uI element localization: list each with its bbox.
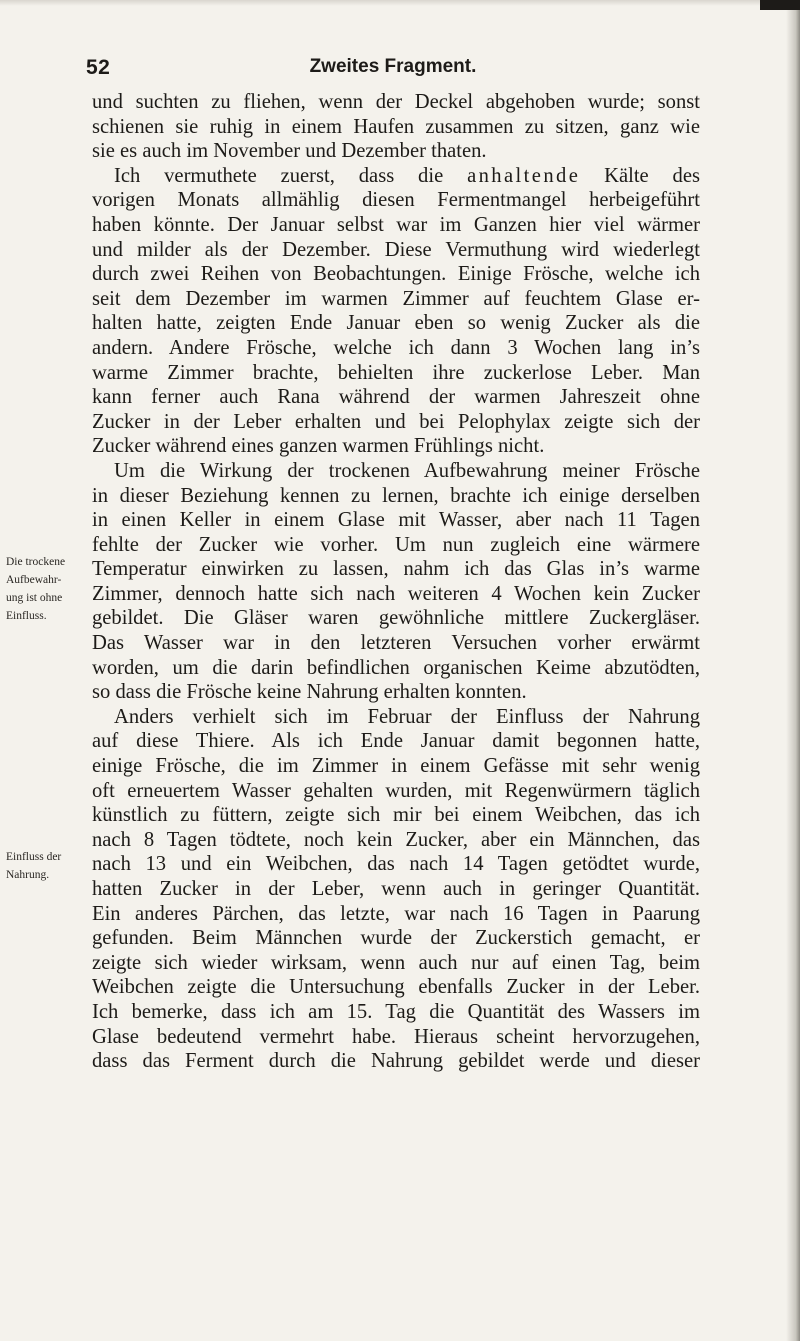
text-line: Zucker in der Leber erhalten und bei Pelophylax zeigte sich der (92, 410, 700, 433)
text-line: seit dem Dezember im warmen Zimmer auf feuchtem Glase er- (92, 287, 700, 310)
margin-note-line: Einfluss der (6, 851, 62, 863)
scan-edge-right (786, 0, 800, 1341)
text-line: Zimmer, dennoch hatte sich nach weiteren 4 Wochen kein Zucker (92, 582, 700, 605)
scan-edge-top (0, 0, 800, 6)
running-head: Zweites Fragment. (309, 56, 477, 77)
text-line: Temperatur einwirken zu lassen, nahm ich das Glas in’s warme (92, 558, 700, 581)
text-line: Ein anderes Pärchen, das letzte, war nach 16 Tagen in Paarung (92, 902, 700, 925)
body-text (92, 90, 700, 1074)
text-line: kann ferner auch Rana während der warmen Jahreszeit ohne (92, 386, 700, 409)
margin-note-line: Einfluss. (6, 610, 47, 622)
text-line: nach 13 und ein Weibchen, das nach 14 Tagen getödtet wurde, (92, 853, 700, 876)
text-line: worden, um die darin befindlichen organischen Keime abzutödten, (92, 656, 700, 679)
text-line: oft erneuertem Wasser gehalten wurden, mit Regenwürmern täglich (92, 779, 700, 802)
text-line: und milder als der Dezember. Diese Vermuthung wird wiederlegt (92, 238, 700, 261)
text-line: Glase bedeutend vermehrt habe. Hieraus scheint hervorzugehen, (92, 1025, 700, 1048)
text-line: andern. Andere Frösche, welche ich dann 3 Wochen lang in’s (92, 336, 700, 359)
text-line: und suchten zu fliehen, wenn der Deckel abgehoben wurde; sonst (92, 91, 700, 113)
text-line: fehlte der Zucker wie vorher. Um nun zugleich eine wärmere (92, 533, 700, 556)
text-line: künstlich zu füttern, zeigte sich mir bei einem Weibchen, das ich (92, 804, 700, 827)
emphasized-word: anhaltende (467, 164, 581, 187)
text-line: einige Frösche, die im Zimmer in einem Gefässe mit sehr wenig (92, 755, 700, 778)
text-line: schienen sie ruhig in einem Haufen zusammen zu sitzen, ganz wie (92, 115, 700, 138)
text-line: halten hatte, zeigten Ende Januar eben so wenig Zucker als die (92, 312, 700, 335)
text-line: haben könnte. Der Januar selbst war im Ganzen hier viel wärmer (92, 213, 700, 236)
page-number: 52 (86, 56, 111, 79)
text-line: hatten Zucker in der Leber, wenn auch in geringer Quantität. (92, 878, 700, 900)
margin-note-line: ung ist ohne (6, 592, 63, 604)
scan-corner-mark (760, 0, 800, 10)
text-line: Ich bemerke, dass ich am 15. Tag die Quantität des Wassers im (92, 1000, 700, 1023)
text-line: zeigte sich wieder wirksam, wenn auch nur auf einen Tag, beim (92, 951, 700, 974)
text-line: nach 8 Tagen tödtete, noch kein Zucker, aber ein Männchen, das (92, 828, 700, 851)
margin-note-line: Nahrung. (6, 869, 50, 881)
text-line: Anders verhielt sich im Februar der Einfluss der Nahrung (114, 705, 700, 728)
margin-note-line: Die trockene (6, 556, 66, 568)
text-line: Weibchen zeigte die Untersuchung ebenfalls Zucker in der Leber. (92, 976, 700, 999)
text-line: sie es auch im November und Dezember thaten. (92, 140, 487, 163)
text-line: in einen Keller in einem Glase mit Wasser, aber nach 11 Tagen (92, 509, 700, 532)
margin-note-einfluss-nahrung (6, 848, 92, 884)
text-line: vorigen Monats allmählig diesen Fermentmangel herbeigeführt (92, 189, 700, 212)
text-line: auf diese Thiere. Als ich Ende Januar damit begonnen hatte, (92, 730, 700, 753)
text-line: Zucker während eines ganzen warmen Frühlings nicht. (92, 435, 545, 458)
text-line: so dass die Frösche keine Nahrung erhalten konnten. (92, 681, 527, 704)
text-line: in dieser Beziehung kennen zu lernen, brachte ich einige derselben (92, 484, 700, 507)
page-header (86, 56, 700, 86)
text-line (92, 164, 700, 189)
text-line: gebildet. Die Gläser waren gewöhnliche mittlere Zuckergläser. (92, 607, 700, 630)
text-fragment: Kälte des (580, 164, 700, 187)
text-line: dass das Ferment durch die Nahrung gebildet werde und dieser (92, 1050, 700, 1073)
text-line: Das Wasser war in den letzteren Versuchen vorher erwärmt (92, 632, 700, 655)
text-fragment: Ich vermuthete zuerst, dass die (114, 164, 468, 187)
margin-note-trockene-aufbewahrung (6, 553, 92, 625)
text-line: gefunden. Beim Männchen wurde der Zuckerstich gemacht, er (92, 927, 700, 950)
text-line: warme Zimmer brachte, behielten ihre zuckerlose Leber. Man (92, 361, 700, 384)
text-line: Um die Wirkung der trockenen Aufbewahrung meiner Frösche (114, 459, 700, 482)
text-line: durch zwei Reihen von Beobachtungen. Einige Frösche, welche ich (92, 263, 700, 286)
margin-note-line: Aufbewahr- (6, 574, 62, 586)
